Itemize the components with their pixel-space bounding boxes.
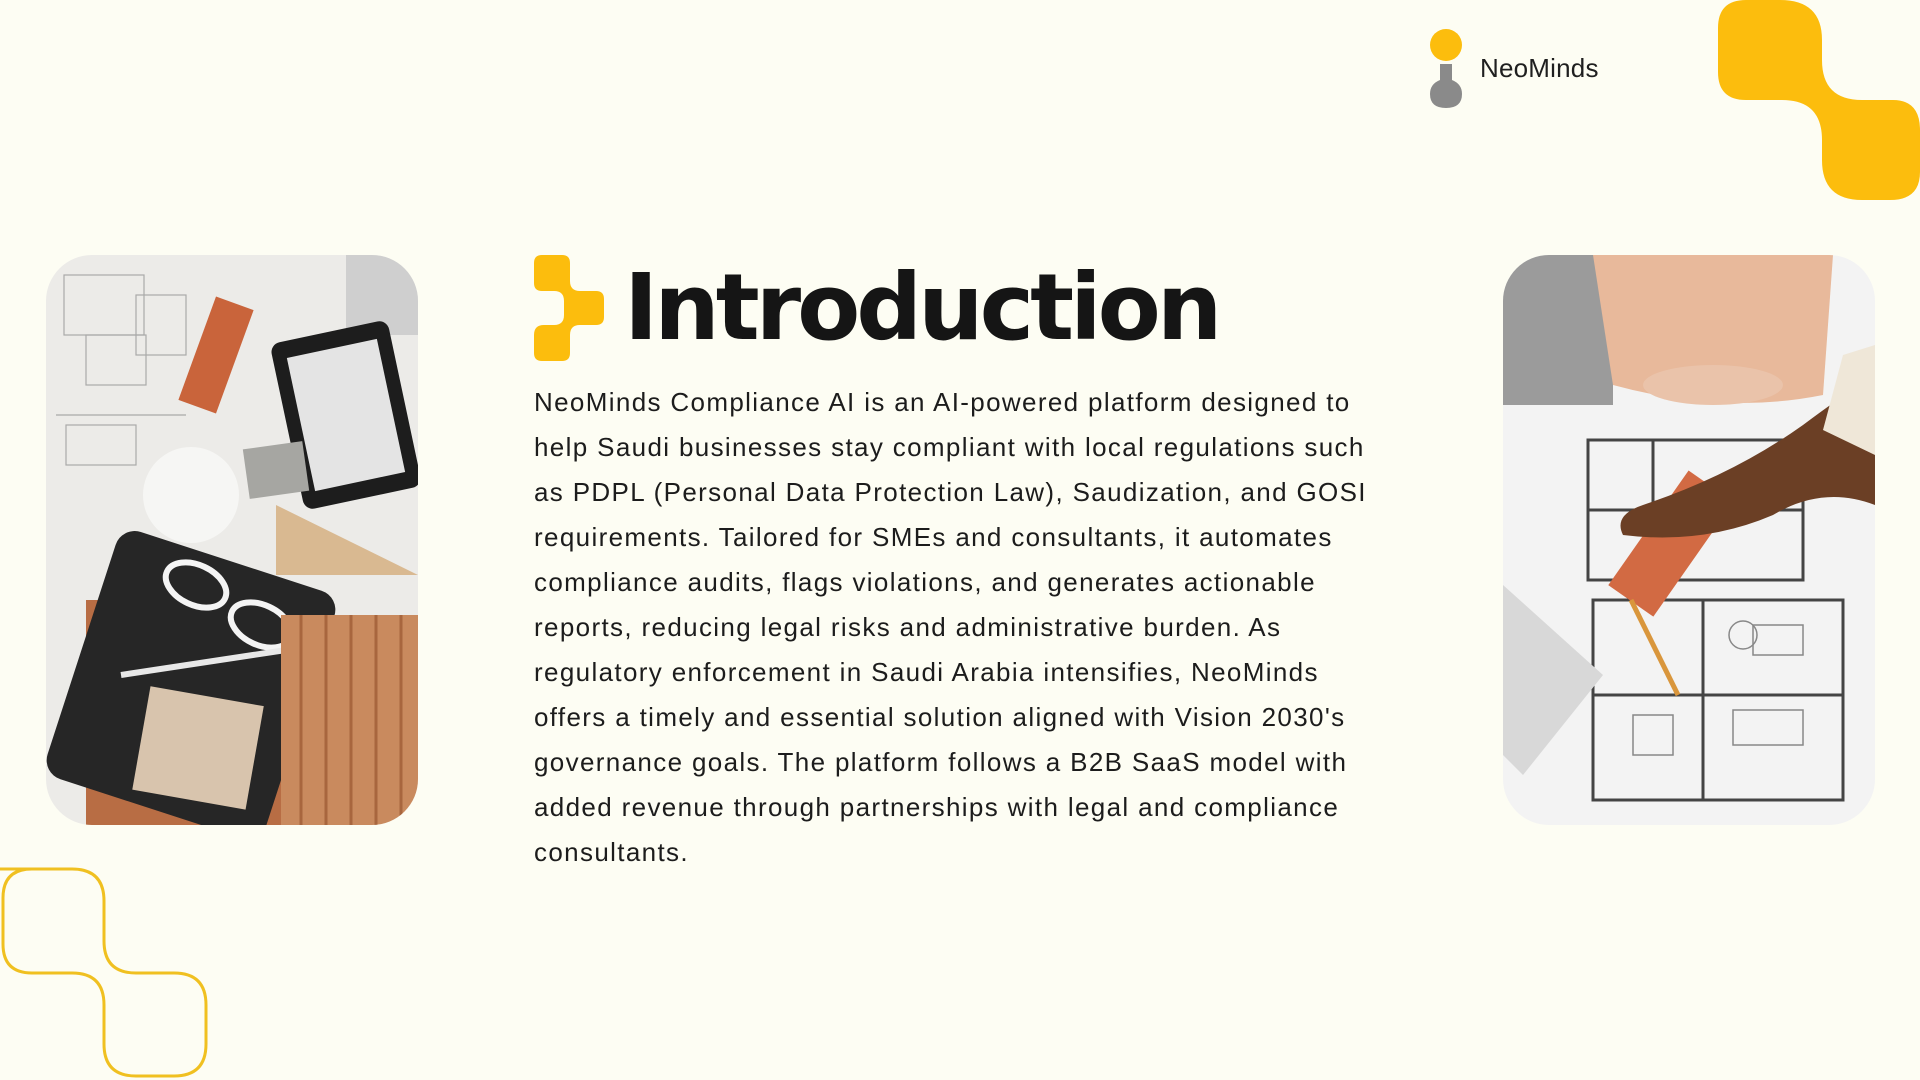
intro-paragraph: NeoMinds Compliance AI is an AI-powered platform designed to help Saudi businesses stay compliant with local regulations such as PDPL (Personal Data Protection Law), Saudization, and GOSI requirements. Tailored for SMEs and consultants, it automates compliance audits, flags violations, and generates actionable reports, reducing legal risks and administrative burden. As regulatory enforcement in Saudi Arabia intensifies, NeoMinds offers a timely and essential solution aligned with Vision 2030's governance goals. The platform follows a B2B SaaS model with added revenue through partnerships with legal and compliance consultants. — [534, 387, 1367, 867]
left-photo — [46, 255, 418, 825]
corner-shape-top-right — [1718, 0, 1920, 200]
section-heading — [534, 254, 1218, 362]
brand-name: NeoMinds — [1480, 52, 1599, 83]
right-photo — [1503, 255, 1875, 825]
architect-desk-materials-photo — [46, 255, 418, 825]
brand-logo[interactable] — [1428, 28, 1599, 108]
corner-outline-bottom-left — [0, 866, 210, 1080]
page-title: Introduction — [624, 254, 1219, 361]
architects-reviewing-floor-plan-photo — [1503, 255, 1875, 825]
yellow-puzzle-shape-icon — [534, 255, 604, 361]
neominds-logo-icon — [1428, 28, 1464, 108]
